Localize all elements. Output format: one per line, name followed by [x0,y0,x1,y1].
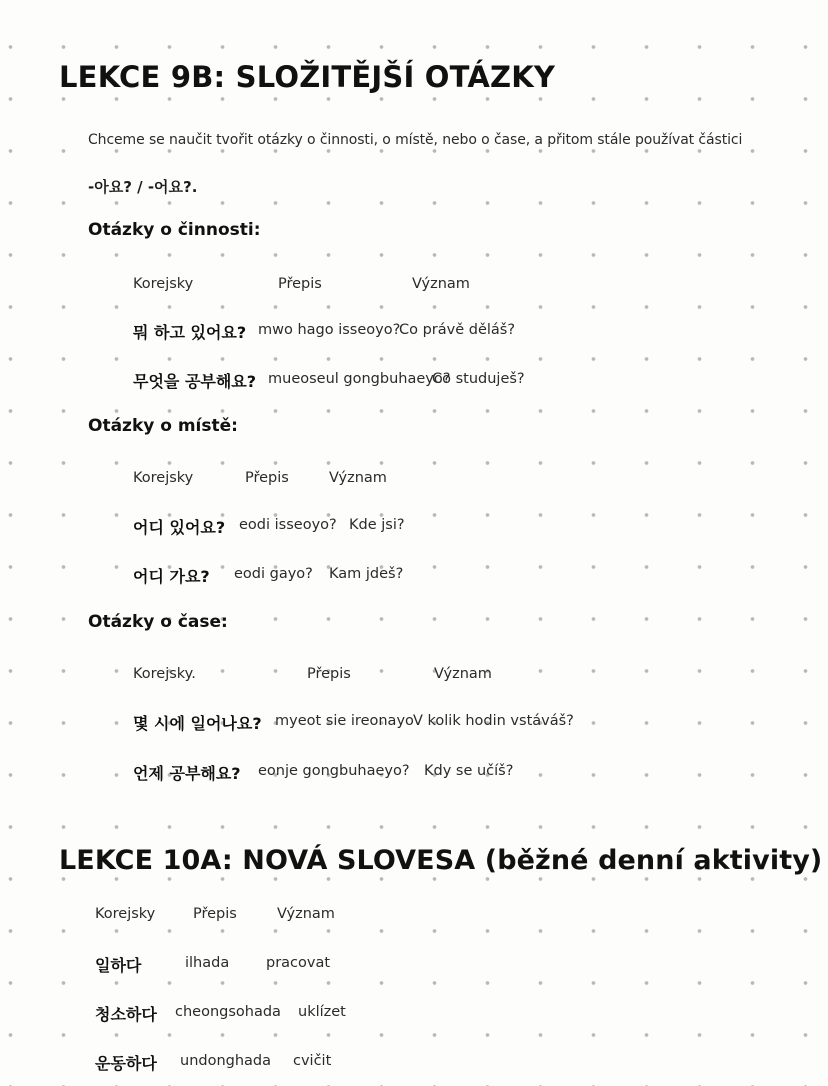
transliteration: eodi gayo? [234,566,313,582]
korean-phrase: 어디 가요? [133,567,210,586]
korean-word: 청소하다 [95,1005,157,1024]
intro-line-1: Chceme se naučit tvořit otázky o činnosti, o místě, nebo o čase, a přitom stále používat částici [88,132,743,148]
translation: Kde jsi? [349,517,405,533]
transliteration: myeot sie ireonayo [275,713,414,729]
transliteration: eonje gongbuhaeyo? [258,763,410,779]
translation: uklízet [298,1004,346,1020]
column-header-vyznam: Význam [277,906,335,922]
transliteration: eodi isseoyo? [239,517,337,533]
transliteration: undonghada [180,1053,272,1069]
lesson-9b-title: LEKCE 9B: SLOŽITĚJŠÍ OTÁZKY [59,60,556,94]
section-heading-place: Otázky o místě: [88,416,238,436]
column-header-vyznam: Význam [329,470,387,486]
korean-phrase: 어디 있어요? [133,518,226,537]
translation: cvičit [293,1053,332,1069]
column-header-vyznam: Význam [434,666,492,682]
column-header-vyznam: Význam [412,276,470,292]
section-heading-time: Otázky o čase: [88,612,228,632]
translation: pracovat [266,955,331,971]
lesson-10a-title: LEKCE 10A: NOVÁ SLOVESA (běžné denní aktivity) [59,845,823,876]
column-header-korejsky: Korejsky [133,470,194,486]
intro-line-2: -아요? / -어요?. [88,178,198,196]
translation: Co právě děláš? [399,322,516,338]
column-header-korejsky: Korejsky. [133,666,196,682]
translation: Kam jdeš? [329,566,404,582]
column-header-korejsky: Korejsky [133,276,194,292]
column-header-prepis: Přepis [278,276,322,292]
korean-phrase: 몇 시에 일어나요? [133,714,262,733]
column-header-prepis: Přepis [307,666,351,682]
column-header-prepis: Přepis [245,470,289,486]
transliteration: mwo hago isseoyo? [258,322,401,338]
transliteration: ilhada [185,955,230,971]
column-header-korejsky: Korejsky [95,906,156,922]
korean-phrase: 무엇을 공부해요? [133,372,257,391]
transliteration: mueoseul gongbuhaeyo? [268,371,451,387]
transliteration: cheongsohada [175,1004,281,1020]
korean-word: 운동하다 [95,1054,157,1073]
section-heading-activity: Otázky o činnosti: [88,220,261,240]
column-header-prepis: Přepis [193,906,237,922]
korean-phrase: 언제 공부해요? [133,764,241,783]
translation: V kolik hodin vstáváš? [413,713,574,729]
korean-word: 일하다 [95,956,142,975]
translation: Kdy se učíš? [424,763,514,779]
translation: Co studuješ? [432,371,525,387]
korean-phrase: 뭐 하고 있어요? [133,323,247,342]
